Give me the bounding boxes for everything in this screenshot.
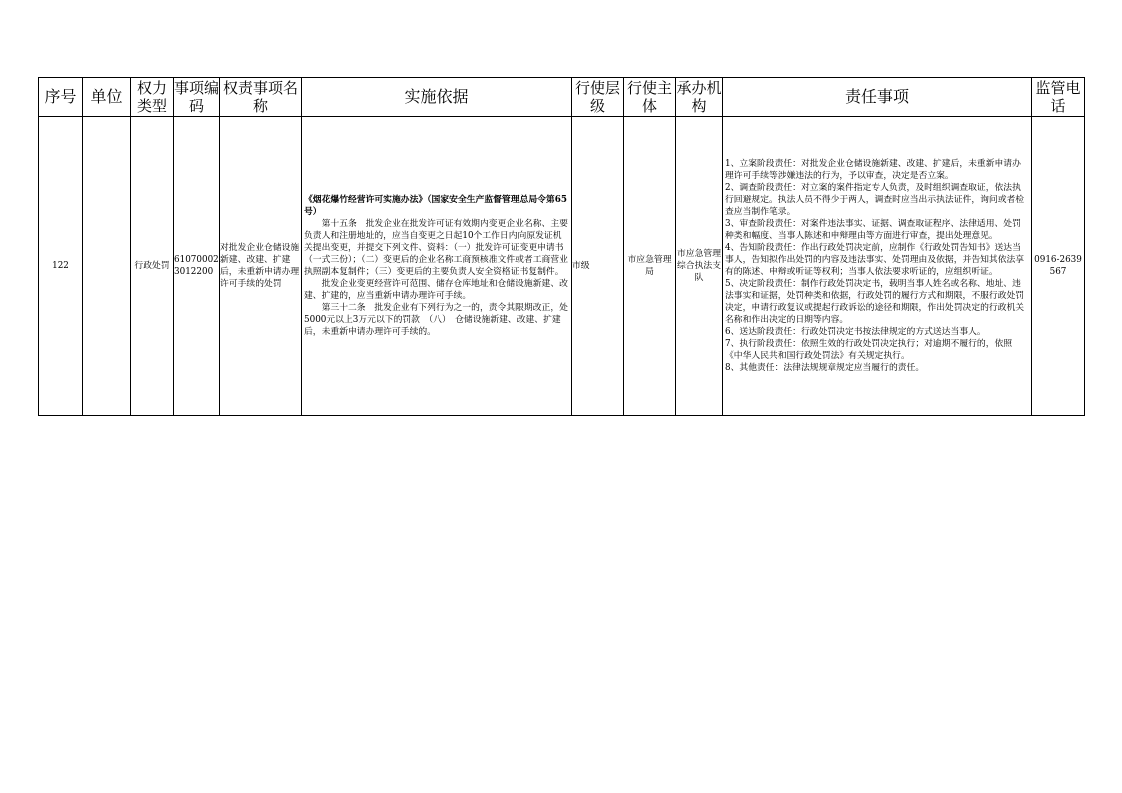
header-level: 行使层级 bbox=[572, 78, 624, 117]
cell-seq: 122 bbox=[39, 117, 83, 416]
responsibility-item: 4、告知阶段责任：作出行政处罚决定前，应制作《行政处罚告知书》送达当事人，告知拟作出处罚的内容及违法事实、处罚理由及依据，并告知其依法享有的陈述、申辩或听证等权利；当事人依法要求听证的，应组织听证。 bbox=[725, 243, 1025, 277]
cell-item-name: 对批发企业仓储设施新建、改建、扩建后，未重新申请办理许可手续的处罚 bbox=[220, 117, 302, 416]
header-unit: 单位 bbox=[83, 78, 131, 117]
header-basis: 实施依据 bbox=[302, 78, 572, 117]
header-seq: 序号 bbox=[39, 78, 83, 117]
responsibility-item: 5、决定阶段责任：制作行政处罚决定书，载明当事人姓名或名称、地址、违法事实和证据，处罚种类和依据，行政处罚的履行方式和期限，不服行政处罚决定，申请行政复议或提起行政诉讼的途径和期限，作出处罚决定的行政机关名称和作出决定的日期等内容。 bbox=[725, 279, 1025, 325]
header-item-name: 权责事项名称 bbox=[220, 78, 302, 117]
header-item-code: 事项编码 bbox=[174, 79, 220, 115]
authority-table bbox=[38, 77, 1085, 416]
responsibility-item: 1、立案阶段责任：对批发企业仓储设施新建、改建、扩建后，未重新申请办理许可手续等涉嫌违法的行为，予以审查，决定是否立案。 bbox=[725, 159, 1021, 181]
cell-responsibility bbox=[723, 117, 1032, 416]
responsibility-item: 3、审查阶段责任：对案件违法事实、证据、调查取证程序、法律适用、处罚种类和幅度、当事人陈述和申辩理由等方面进行审查，提出处理意见。 bbox=[725, 219, 1021, 241]
header-power-type: 权力类型 bbox=[131, 78, 174, 117]
cell-level: 市级 bbox=[572, 117, 624, 416]
basis-title: 《烟花爆竹经营许可实施办法》（国家安全生产监督管理总局令第65号） bbox=[304, 195, 567, 217]
cell-phone: 0916-2639567 bbox=[1032, 117, 1085, 416]
header-subject: 行使主体 bbox=[624, 78, 676, 117]
basis-paragraph: 第十五条 批发企业在批发许可证有效期内变更企业名称、主要负责人和注册地址的，应当自变更之日起10个工作日内向原发证机关提出变更，并提交下列文件、资料：（一）批发许可证变更申请书（一式三份）；（二）变更后的企业名称工商预核准文件或者工商营业执照副本复制件；（三）变更后的主要负责人安全资格证书复制件。 bbox=[304, 219, 568, 277]
cell-basis bbox=[302, 117, 572, 416]
cell-item-code: 610700023012200 bbox=[174, 117, 220, 416]
table-row bbox=[39, 117, 1085, 416]
header-organizer: 承办机构 bbox=[676, 79, 722, 115]
responsibility-item: 6、送达阶段责任：行政处罚决定书按法律规定的方式送达当事人。 bbox=[725, 327, 986, 337]
header-phone: 监管电话 bbox=[1032, 78, 1085, 117]
responsibility-item: 8、其他责任：法律法规规章规定应当履行的责任。 bbox=[725, 363, 925, 373]
responsibility-item: 2、调查阶段责任：对立案的案件指定专人负责，及时组织调查取证，依法执行回避规定。执法人员不得少于两人，调查时应当出示执法证件，询问或者检查应当制作笔录。 bbox=[725, 183, 1025, 217]
header-row bbox=[39, 78, 1085, 117]
responsibility-item: 7、执行阶段责任：依照生效的行政处罚决定执行；对逾期不履行的，依照《中华人民共和国行政处罚法》有关规定执行。 bbox=[725, 339, 1013, 361]
basis-paragraph: 第三十二条 批发企业有下列行为之一的，责令其限期改正，处5000元以上3万元以下的罚款 （八） 仓储设施新建、改建、扩建后，未重新申请办理许可手续的。 bbox=[304, 303, 568, 337]
cell-unit bbox=[83, 117, 131, 416]
cell-subject: 市应急管理局 bbox=[624, 117, 676, 416]
cell-organizer: 市应急管理综合执法支队 bbox=[676, 117, 723, 416]
header-responsibility: 责任事项 bbox=[723, 78, 1032, 117]
cell-power-type: 行政处罚 bbox=[131, 117, 174, 416]
basis-paragraph: 批发企业变更经营许可范围、储存仓库地址和仓储设施新建、改建、扩建的，应当重新申请办理许可手续。 bbox=[304, 279, 568, 301]
